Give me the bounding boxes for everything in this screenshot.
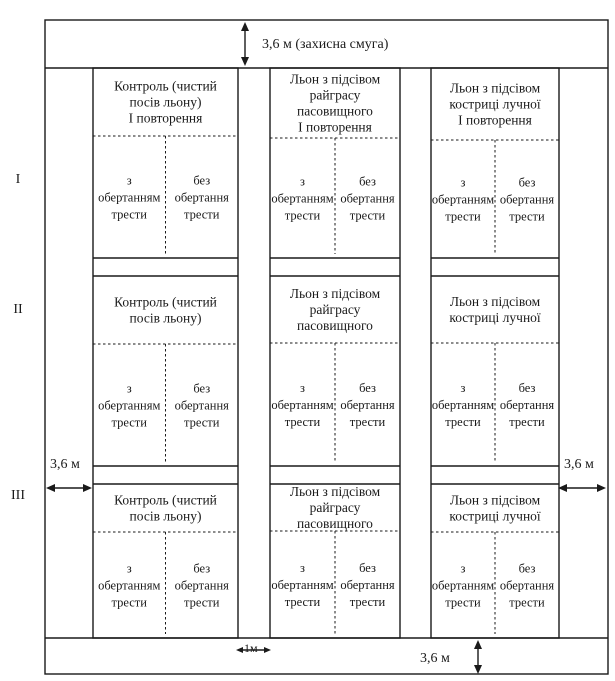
subplot-with-turning-ryegrass-3-line: трести [284, 594, 321, 609]
subplot-with-turning-brome-1-line: з [460, 175, 466, 190]
plot-title-ryegrass-1-line: І повторення [298, 119, 372, 135]
subplot-with-turning-control-1 [98, 173, 160, 221]
subplot-with-turning-control-2 [98, 381, 160, 429]
subplot-without-turning-brome-2-line: обертання [499, 397, 555, 412]
subplot-with-turning-brome-1-line: трести [445, 209, 481, 224]
bottom-strip-label: 3,6 м [420, 651, 450, 666]
left-strip-width-arrow [46, 484, 92, 492]
subplot-without-turning-ryegrass-2-line: обертання [340, 397, 395, 412]
right-strip-label: 3,6 м [564, 457, 594, 472]
subplot-without-turning-control-3 [175, 561, 230, 609]
subplot-with-turning-control-3-line: з [126, 561, 132, 576]
plot-title-control-1-line: І повторення [128, 110, 203, 126]
subplot-without-turning-brome-2 [500, 381, 555, 429]
subplot-with-turning-brome-2-line: трести [445, 414, 481, 429]
plot-title-control-1-line: Контроль (чистий [114, 78, 217, 94]
subplot-without-turning-ryegrass-1-line: обертання [340, 191, 395, 206]
plot-title-control-2-line: посів льону) [129, 310, 202, 326]
plot-title-ryegrass-1 [290, 72, 381, 135]
plot-title-ryegrass-3-line: райграсу [309, 500, 361, 516]
subplot-with-turning-brome-1 [432, 175, 494, 223]
subplot-without-turning-control-1-line: без [193, 173, 211, 188]
subplot-with-turning-ryegrass-2-line: з [300, 380, 305, 395]
subplot-without-turning-brome-1-line: обертання [499, 192, 555, 207]
subplot-without-turning-ryegrass-2 [340, 381, 395, 429]
path-width-label: 1м [244, 641, 258, 655]
subplot-without-turning-control-2-line: без [193, 381, 211, 396]
plot-title-ryegrass-3 [290, 484, 381, 531]
subplot-with-turning-control-1-line: трести [111, 207, 147, 222]
left-strip-label: 3,6 м [50, 457, 80, 472]
subplot-without-turning-ryegrass-3-line: трести [349, 594, 386, 609]
bottom-strip-width-arrow [474, 640, 482, 674]
subplot-without-turning-brome-1-line: без [518, 175, 536, 190]
plot-title-ryegrass-2-line: Льон з підсівом [289, 286, 381, 302]
right-strip-width-arrow [558, 484, 606, 492]
plot-grid [93, 68, 559, 638]
subplot-with-turning-ryegrass-2 [271, 381, 333, 429]
subplot-with-turning-ryegrass-3 [271, 561, 333, 609]
plot-title-brome-1-line: І повторення [458, 112, 532, 128]
subplot-without-turning-brome-3-line: трести [509, 595, 545, 610]
plot-title-ryegrass-2-line: райграсу [309, 302, 361, 318]
subplot-with-turning-ryegrass-3-line: обертанням [271, 577, 334, 592]
plot-title-brome-3-line: Льон з підсівом [449, 492, 541, 508]
plot-title-brome-3-line: костриці лучної [449, 508, 541, 524]
plot-title-control-1-line: посів льону) [129, 94, 202, 110]
subplot-with-turning-control-3 [98, 561, 160, 609]
plot-title-control-3 [114, 493, 217, 524]
subplot-with-turning-control-1-line: з [126, 173, 132, 188]
subplot-without-turning-control-3-line: трести [184, 595, 220, 610]
plot-title-ryegrass-3-line: пасовищного [297, 516, 373, 532]
subplot-with-turning-control-2-line: з [126, 381, 132, 396]
plot-title-ryegrass-2 [290, 286, 381, 333]
subplot-without-turning-ryegrass-1 [340, 174, 395, 222]
top-strip-label: 3,6 м (захисна смуга) [262, 37, 389, 52]
replication-label-1: I [15, 172, 21, 187]
plot-title-brome-3 [449, 493, 541, 524]
subplot-without-turning-brome-1 [500, 175, 555, 223]
plot-title-control-3-line: посів льону) [129, 508, 202, 524]
subplot-without-turning-ryegrass-2-line: трести [349, 414, 386, 429]
subplot-without-turning-brome-3-line: без [518, 561, 536, 576]
plot-title-ryegrass-1-line: пасовищного [297, 103, 373, 119]
plot-title-brome-1-line: костриці лучної [449, 96, 541, 112]
plot-title-control-1 [114, 79, 217, 126]
plot-title-ryegrass-3-line: Льон з підсівом [289, 484, 381, 500]
subplot-with-turning-control-3-line: трести [111, 595, 147, 610]
subplot-without-turning-control-2-line: обертання [174, 398, 229, 413]
plot-title-brome-1-line: Льон з підсівом [449, 80, 541, 96]
subplot-without-turning-ryegrass-3-line: обертання [340, 577, 395, 592]
plot-title-control-2 [114, 295, 217, 326]
plot-title-brome-1 [449, 81, 541, 128]
subplot-without-turning-control-3-line: обертання [174, 578, 229, 593]
subplot-with-turning-brome-1-line: обертанням [431, 192, 495, 207]
subplot-without-turning-ryegrass-3 [340, 561, 395, 609]
subplot-with-turning-brome-3-line: трести [445, 595, 481, 610]
subplot-without-turning-brome-3 [500, 561, 555, 609]
subplot-with-turning-brome-3-line: обертанням [431, 578, 495, 593]
subplot-with-turning-ryegrass-1 [271, 174, 333, 222]
subplot-with-turning-brome-2-line: з [460, 380, 466, 395]
subplot-with-turning-ryegrass-1-line: трести [284, 208, 321, 223]
top-strip-width-arrow [241, 22, 249, 66]
subplot-without-turning-control-1 [175, 173, 230, 221]
plot-title-brome-2-line: Льон з підсівом [449, 294, 541, 310]
subplot-with-turning-ryegrass-2-line: трести [284, 414, 321, 429]
subplot-with-turning-ryegrass-1-line: з [300, 174, 305, 189]
subplot-with-turning-brome-3 [432, 561, 494, 609]
plot-title-ryegrass-1-line: Льон з підсівом [289, 71, 381, 87]
subplot-without-turning-control-1-line: трести [184, 207, 220, 222]
subplot-with-turning-brome-2 [432, 381, 494, 429]
subplot-with-turning-brome-2-line: обертанням [431, 397, 495, 412]
plot-title-control-2-line: Контроль (чистий [114, 294, 217, 310]
replication-label-3: III [11, 488, 25, 503]
subplot-with-turning-ryegrass-3-line: з [300, 560, 305, 575]
subplot-with-turning-control-1-line: обертанням [98, 190, 161, 205]
subplot-without-turning-ryegrass-1-line: без [359, 174, 376, 189]
subplot-with-turning-control-2-line: обертанням [98, 398, 161, 413]
subplot-without-turning-brome-2-line: без [518, 380, 536, 395]
subplot-without-turning-ryegrass-2-line: без [359, 380, 376, 395]
subplot-with-turning-brome-3-line: з [460, 561, 466, 576]
plot-title-ryegrass-2-line: пасовищного [297, 318, 373, 334]
plot-title-control-3-line: Контроль (чистий [114, 492, 217, 508]
subplot-with-turning-control-2-line: трести [111, 415, 147, 430]
subplot-without-turning-control-2-line: трести [184, 415, 220, 430]
subplot-with-turning-control-3-line: обертанням [98, 578, 161, 593]
subplot-without-turning-brome-1-line: трести [509, 209, 545, 224]
subplot-without-turning-control-3-line: без [193, 561, 211, 576]
subplot-without-turning-control-1-line: обертання [174, 190, 229, 205]
subplot-without-turning-ryegrass-3-line: без [359, 560, 376, 575]
subplot-with-turning-ryegrass-2-line: обертанням [271, 397, 334, 412]
replication-label-2: II [13, 302, 23, 317]
plot-title-brome-2-line: костриці лучної [449, 310, 541, 326]
plot-title-ryegrass-1-line: райграсу [309, 87, 361, 103]
subplot-without-turning-ryegrass-1-line: трести [349, 208, 386, 223]
subplot-without-turning-brome-2-line: трести [509, 414, 545, 429]
subplot-with-turning-ryegrass-1-line: обертанням [271, 191, 334, 206]
subplot-without-turning-brome-3-line: обертання [499, 578, 555, 593]
subplot-without-turning-control-2 [175, 381, 230, 429]
plot-title-brome-2 [449, 294, 541, 325]
